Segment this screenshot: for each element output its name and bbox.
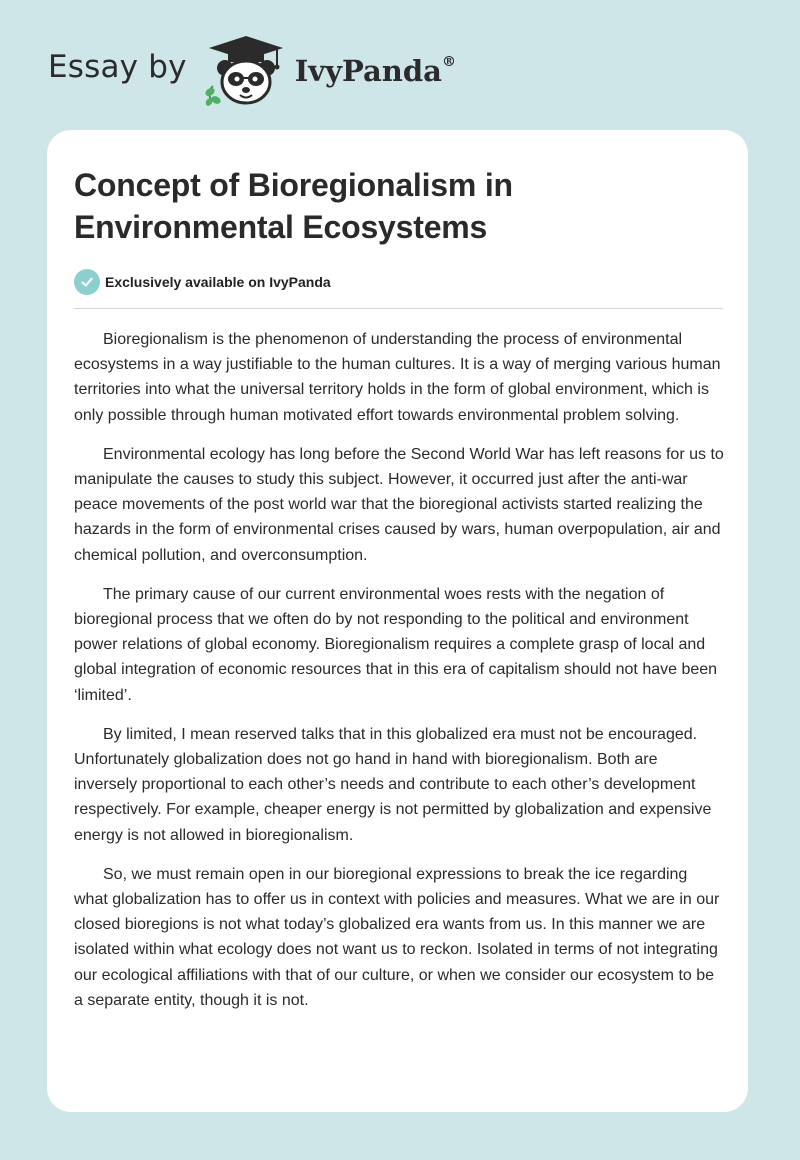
paragraph: Bioregionalism is the phenomenon of understanding the process of environmental ecosystems in a way justifiable to the human cultures. It is a way of merging various human territories into what the universal territory holds in the form of global environment, which is only possible through human motivated effort towards environmental problem solving. <box>74 331 721 424</box>
paragraph: The primary cause of our current environmental woes rests with the negation of bioregional process that we often do by not responding to the political and environment power relations of global economy. Bioregionalism requires a complete grasp of local and global integration of economic resources that in this era of capitalism should not have been ‘limited’. <box>74 585 718 704</box>
page-title: Concept of Bioregionalism in Environmental Ecosystems <box>74 167 513 245</box>
brand-name: IvyPanda® <box>294 54 456 88</box>
paragraph: So, we must remain open in our bioregional expressions to break the ice regarding what globalization has to offer us in context with policies and measures. What we are in our closed bioregions is not what today’s globalized era wants from us. In this manner we are isolated within what ecology does not want us to reckon. Isolated in terms of not integrating our ecological affiliations with that of our culture, or when we consider our ecosystem to be a separate entity, though it is not. <box>74 865 720 1009</box>
article-card <box>47 130 748 1112</box>
ivypanda-logo[interactable] <box>203 34 456 106</box>
paragraph: By limited, I mean reserved talks that in this globalized era must not be encouraged. Unfortunately globalization does not go hand in hand with bioregionalism. Both are inversely proportional to each other’s needs and contribute to each other’s development respectively. For example, cheaper energy is not permitted by globalization and expensive energy is not allowed in bioregionalism. <box>74 725 712 844</box>
essay-by-label: Essay by <box>48 49 187 85</box>
divider <box>74 308 723 309</box>
panda-graduate-icon <box>203 34 289 106</box>
article-body <box>74 327 725 1013</box>
registered-mark: ® <box>441 54 456 71</box>
paragraph: Environmental ecology has long before the Second World War has left reasons for us to manipulate the causes to study this subject. However, it occurred just after the anti-war peace movements of the post world war that the bioregional activists started realizing the hazards in the form of environmental crises caused by wars, human overpopulation, air and chemical pollution, and overconsumption. <box>74 445 724 564</box>
check-icon <box>74 269 100 295</box>
exclusive-badge <box>74 268 722 296</box>
site-header <box>48 30 456 110</box>
exclusive-badge-label: Exclusively available on IvyPanda <box>105 274 331 290</box>
